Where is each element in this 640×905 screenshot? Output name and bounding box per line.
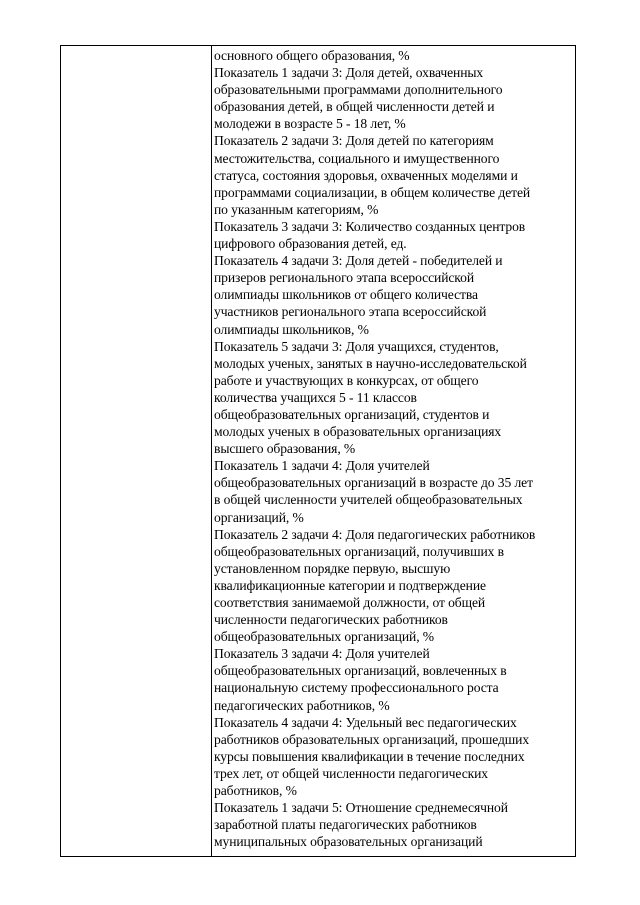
text-line: программами социализации, в общем количестве детей	[214, 184, 531, 200]
text-line: квалификационные категории и подтверждение	[214, 577, 486, 593]
text-line: основного общего образования, %	[214, 48, 410, 63]
text-line: олимпиады школьников, %	[214, 321, 369, 337]
text-line: Показатель 1 задачи 5: Отношение среднемесячной	[214, 800, 508, 816]
text-line: курсы повышения квалификации в течение последних	[214, 748, 525, 764]
text-line: заработной платы педагогических работников	[214, 817, 477, 833]
text-line: образовательными программами дополнительного	[214, 82, 503, 98]
text-line: Показатель 4 задачи 3: Доля детей - победителей и	[214, 253, 503, 269]
text-line: статуса, состояния здоровья, охваченных моделями и	[214, 167, 518, 183]
text-line: работников образовательных организаций, прошедших	[214, 731, 530, 747]
text-line: общеобразовательных организаций в возрасте до 35 лет	[214, 475, 533, 491]
text-line: участников регионального этапа всероссийской	[214, 304, 487, 320]
text-line: Показатель 1 задачи 4: Доля учителей	[214, 458, 430, 474]
table-left-column	[61, 46, 212, 856]
text-line: работников, %	[214, 783, 297, 799]
text-line: национальную систему профессионального роста	[214, 680, 499, 696]
text-line: Показатель 3 задачи 3: Количество созданных центров	[214, 218, 526, 234]
text-line: общеобразовательных организаций, вовлеченных в	[214, 663, 507, 679]
text-line: установленном порядке первую, высшую	[214, 560, 451, 576]
text-line: местожительства, социального и имущественного	[214, 150, 500, 166]
text-line: общеобразовательных организаций, студентов и	[214, 406, 490, 422]
text-line: Показатель 1 задачи 3: Доля детей, охваченных	[214, 65, 484, 81]
text-line: в общей численности учителей общеобразовательных	[214, 492, 523, 508]
text-line: призеров регионального этапа всероссийской	[214, 270, 474, 286]
text-line: высшего образования, %	[214, 441, 356, 457]
text-line: Показатель 3 задачи 4: Доля учителей	[214, 646, 430, 662]
text-line: Показатель 2 задачи 3: Доля детей по категориям	[214, 133, 494, 149]
text-line: соответствия занимаемой должности, от общей	[214, 595, 486, 610]
text-line: Показатель 2 задачи 4: Доля педагогических работников	[214, 526, 536, 542]
text-line: молодых ученых, занятых в научно-исследовательской	[214, 355, 527, 371]
text-line: работе и участвующих в конкурсах, от общего	[214, 372, 479, 388]
text-line: организаций, %	[214, 509, 304, 525]
text-line: педагогических работников, %	[214, 697, 390, 713]
text-line: Показатель 4 задачи 4: Удельный вес педагогических	[214, 714, 517, 730]
table-right-column	[212, 46, 575, 856]
text-line: олимпиады школьников от общего количества	[214, 287, 478, 303]
text-line: цифрового образования детей, ед.	[214, 236, 407, 252]
text-line: общеобразовательных организаций, получивших в	[214, 543, 504, 559]
text-line: Показатель 5 задачи 3: Доля учащихся, студентов,	[214, 338, 499, 354]
text-line: молодежи в возрасте 5 - 18 лет, %	[214, 116, 406, 132]
text-line: образования детей, в общей численности детей и	[214, 99, 495, 115]
text-line: численности педагогических работников	[214, 612, 448, 628]
text-line: по указанным категориям, %	[214, 201, 379, 217]
text-line: молодых ученых в образовательных организациях	[214, 424, 502, 440]
text-line: трех лет, от общей численности педагогических	[214, 765, 489, 781]
text-line: количества учащихся 5 - 11 классов	[214, 389, 417, 405]
text-line: муниципальных образовательных организаций	[214, 834, 483, 850]
indicator-table	[60, 45, 576, 857]
text-line: общеобразовательных организаций, %	[214, 629, 435, 645]
